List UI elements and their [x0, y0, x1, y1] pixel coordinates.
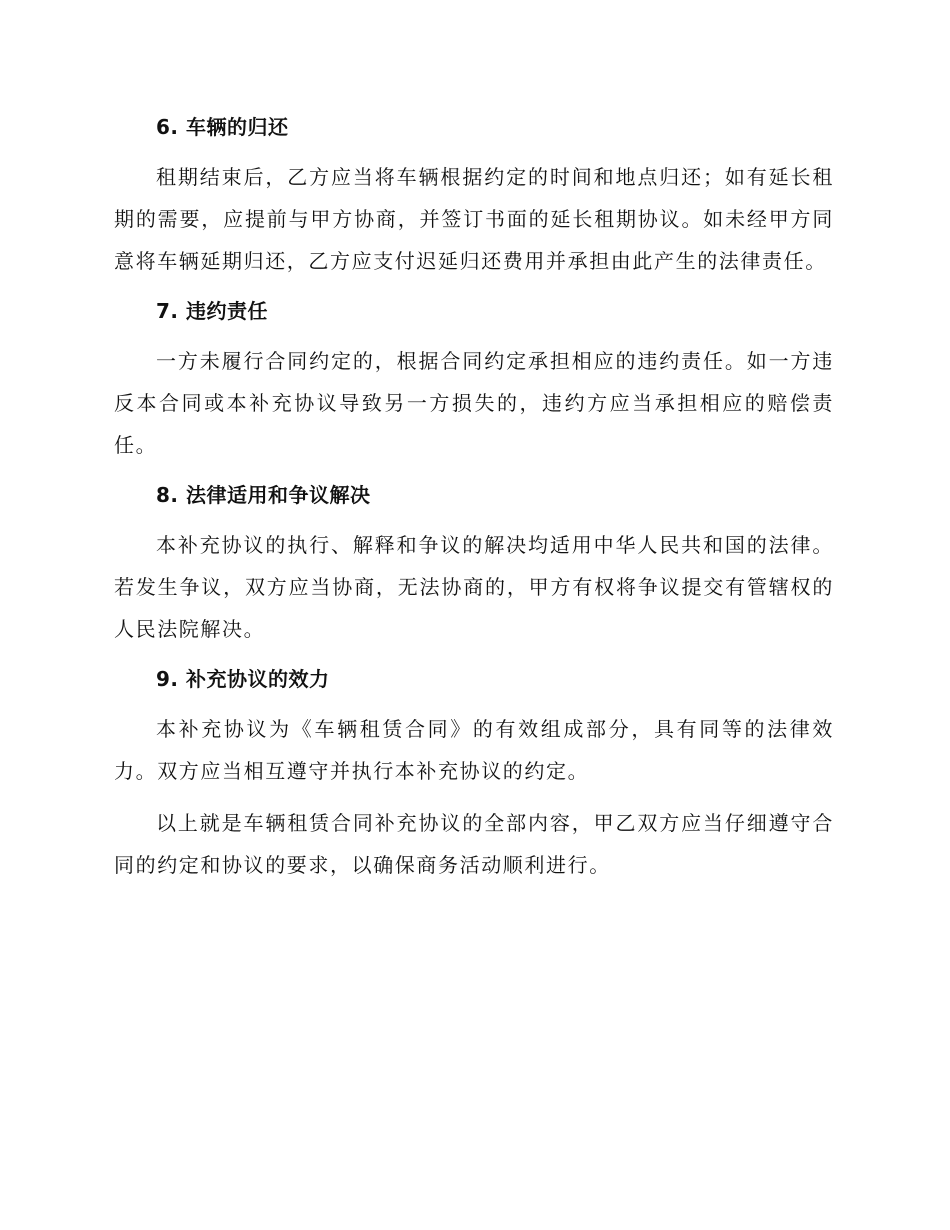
- section-heading: 7. 违约责任: [156, 299, 268, 323]
- section-agreement-validity: [114, 664, 834, 886]
- paragraph: 一方未履行合同约定的，根据合同约定承担相应的违约责任。如一方违反本合同或本补充协议导致另一方损失的，违约方应当承担相应的赔偿责任。: [114, 349, 834, 457]
- paragraph: 本补充协议为《车辆租赁合同》的有效组成部分，具有同等的法律效力。双方应当相互遵守并执行本补充协议的约定。: [114, 717, 834, 783]
- section-breach-liability: [114, 296, 834, 466]
- section-heading: 8. 法律适用和争议解决: [156, 483, 371, 507]
- section-heading: 9. 补充协议的效力: [156, 667, 330, 691]
- closing-paragraph: 以上就是车辆租赁合同补充协议的全部内容，甲乙双方应当仔细遵守合同的约定和协议的要求，以确保商务活动顺利进行。: [114, 811, 834, 877]
- section-heading: 6. 车辆的归还: [156, 115, 289, 139]
- section-governing-law: [114, 480, 834, 650]
- paragraph: 租期结束后，乙方应当将车辆根据约定的时间和地点归还；如有延长租期的需要，应提前与甲方协商，并签订书面的延长租期协议。如未经甲方同意将车辆延期归还，乙方应支付迟延归还费用并承担由此产生的法律责任。: [114, 165, 834, 273]
- paragraph: 本补充协议的执行、解释和争议的解决均适用中华人民共和国的法律。若发生争议，双方应当协商，无法协商的，甲方有权将争议提交有管辖权的人民法院解决。: [114, 533, 834, 641]
- document-body: [114, 112, 834, 900]
- section-vehicle-return: [114, 112, 834, 282]
